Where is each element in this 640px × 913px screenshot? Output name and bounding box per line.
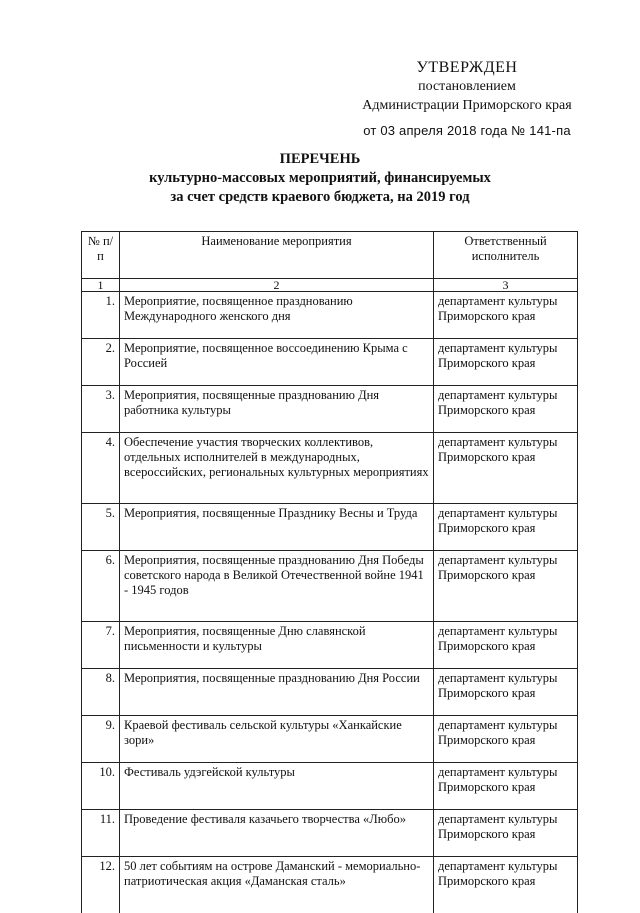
row-number: 3. <box>82 386 120 433</box>
table-row <box>82 504 578 551</box>
event-name: Мероприятия, посвященные празднованию Дня Победы советского народа в Великой Отечественной войне 1941 - 1945 годов <box>120 551 434 622</box>
heading-line-3: за счет средств краевого бюджета, на 2019 год <box>0 188 640 207</box>
row-number: 11. <box>82 810 120 857</box>
heading-line-2: культурно-массовых мероприятий, финансируемых <box>0 169 640 188</box>
responsible: департамент культуры Приморского края <box>434 339 578 386</box>
responsible: департамент культуры Приморского края <box>434 504 578 551</box>
responsible: департамент культуры Приморского края <box>434 433 578 504</box>
table-row <box>82 551 578 622</box>
approval-line-2: Администрации Приморского края <box>322 96 612 115</box>
event-name: Мероприятия, посвященные празднованию Дня работника культуры <box>120 386 434 433</box>
table-row <box>82 763 578 810</box>
row-number: 6. <box>82 551 120 622</box>
row-number: 9. <box>82 716 120 763</box>
row-number: 2. <box>82 339 120 386</box>
table-row <box>82 292 578 339</box>
event-name: Мероприятие, посвященное воссоединению Крыма с Россией <box>120 339 434 386</box>
header-name: Наименование мероприятия <box>120 232 434 279</box>
document-heading <box>0 150 640 207</box>
events-table <box>81 231 578 913</box>
event-name: Мероприятия, посвященные Дню славянской письменности и культуры <box>120 622 434 669</box>
index-cell: 1 <box>82 279 120 292</box>
table-index-row <box>82 279 578 292</box>
event-name: Мероприятия, посвященные празднованию Дня России <box>120 669 434 716</box>
index-cell: 3 <box>434 279 578 292</box>
approval-title: УТВЕРЖДЕН <box>322 58 612 77</box>
table-row <box>82 810 578 857</box>
index-cell: 2 <box>120 279 434 292</box>
approval-block <box>322 58 612 140</box>
event-name: Мероприятия, посвященные Празднику Весны и Труда <box>120 504 434 551</box>
event-name: 50 лет событиям на острове Даманский - мемориально-патриотическая акция «Даманская сталь» <box>120 857 434 913</box>
responsible: департамент культуры Приморского края <box>434 669 578 716</box>
table-row <box>82 622 578 669</box>
responsible: департамент культуры Приморского края <box>434 386 578 433</box>
responsible: департамент культуры Приморского края <box>434 857 578 913</box>
responsible: департамент культуры Приморского края <box>434 763 578 810</box>
row-number: 5. <box>82 504 120 551</box>
row-number: 4. <box>82 433 120 504</box>
table-row <box>82 339 578 386</box>
responsible: департамент культуры Приморского края <box>434 810 578 857</box>
responsible: департамент культуры Приморского края <box>434 622 578 669</box>
event-name: Обеспечение участия творческих коллективов, отдельных исполнителей в международных, всероссийских, региональных культурных мероприятиях <box>120 433 434 504</box>
event-name: Мероприятие, посвященное празднованию Международного женского дня <box>120 292 434 339</box>
responsible: департамент культуры Приморского края <box>434 292 578 339</box>
table-row <box>82 433 578 504</box>
responsible: департамент культуры Приморского края <box>434 716 578 763</box>
row-number: 12. <box>82 857 120 913</box>
responsible: департамент культуры Приморского края <box>434 551 578 622</box>
row-number: 8. <box>82 669 120 716</box>
approval-line-1: постановлением <box>322 77 612 96</box>
header-num: № п/п <box>82 232 120 279</box>
row-number: 10. <box>82 763 120 810</box>
header-resp: Ответственный исполнитель <box>434 232 578 279</box>
table-row <box>82 669 578 716</box>
table-row <box>82 716 578 763</box>
event-name: Фестиваль удэгейской культуры <box>120 763 434 810</box>
row-number: 7. <box>82 622 120 669</box>
event-name: Проведение фестиваля казачьего творчества «Любо» <box>120 810 434 857</box>
table-header-row <box>82 232 578 279</box>
table-row <box>82 386 578 433</box>
row-number: 1. <box>82 292 120 339</box>
approval-date: от 03 апреля 2018 года № 141-па <box>322 121 612 140</box>
heading-line-1: ПЕРЕЧЕНЬ <box>0 150 640 169</box>
event-name: Краевой фестиваль сельской культуры «Ханкайские зори» <box>120 716 434 763</box>
